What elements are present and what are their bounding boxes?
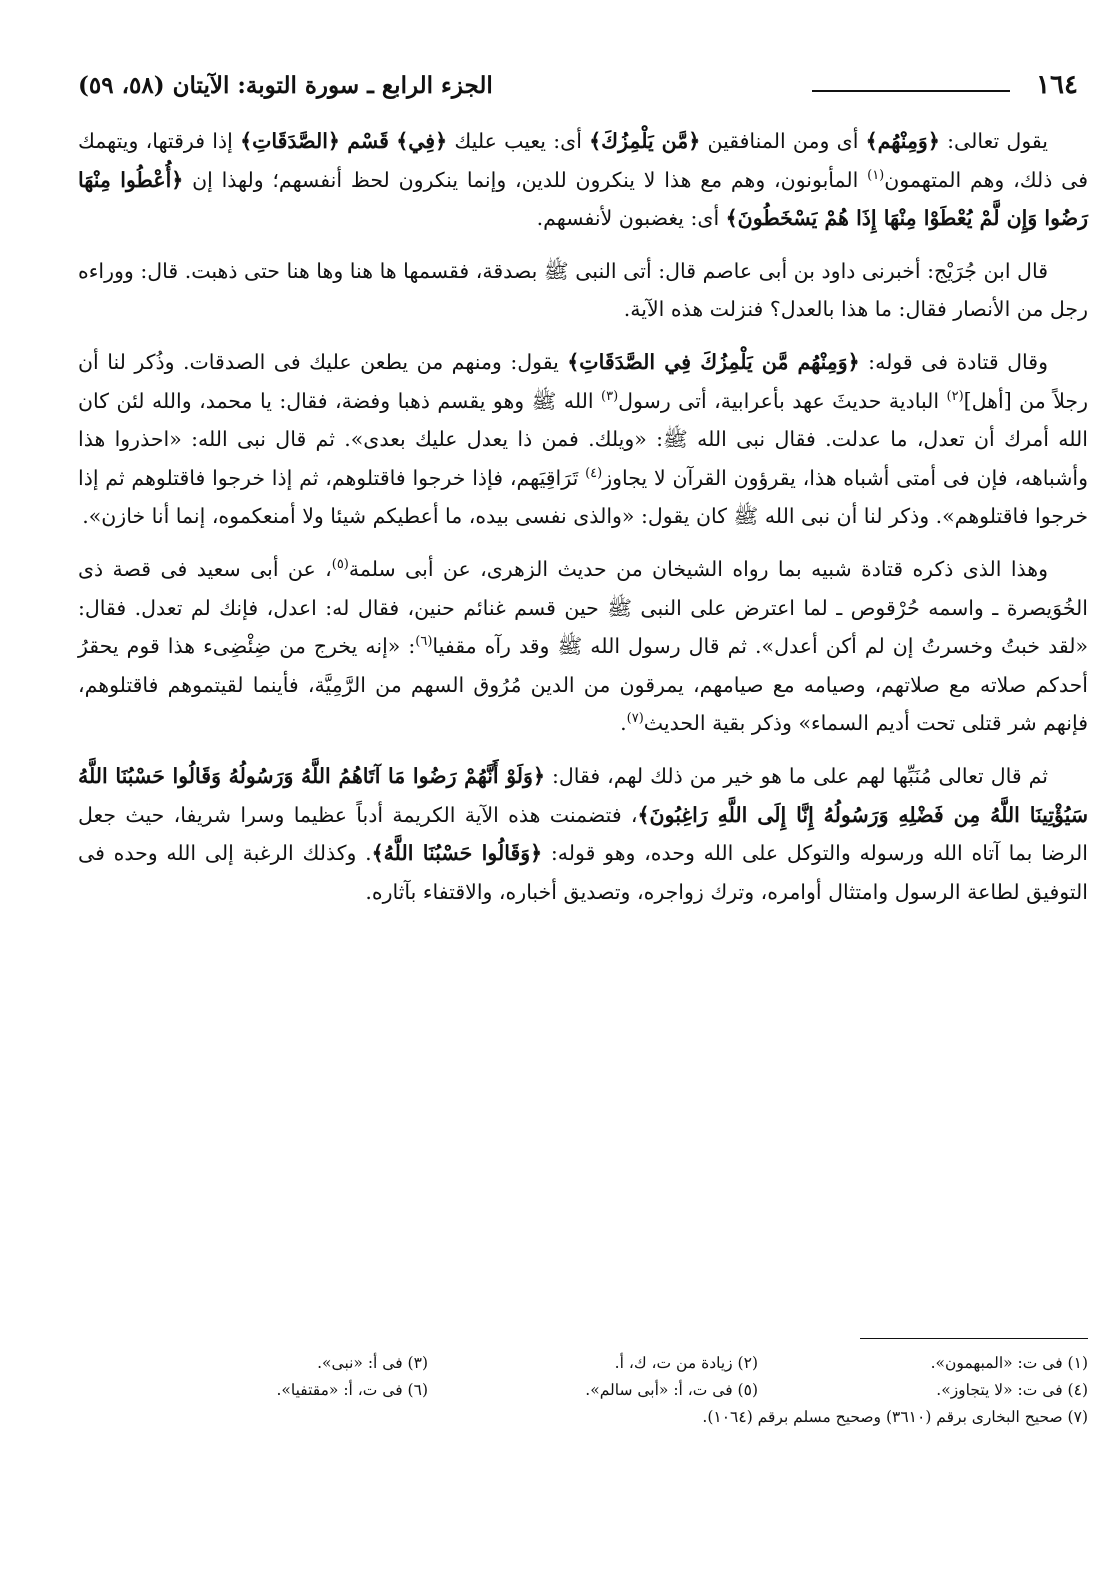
paragraph <box>78 252 1088 329</box>
footnote: (٢) زيادة من ت، ك، أ. <box>614 1354 758 1372</box>
footnotes <box>78 1350 1088 1431</box>
text-run: المأبونون، وهم مع هذا لا ينكرون للدين، وإنما ينكرون لحظ أنفسهم؛ ولهذا إن <box>183 167 868 192</box>
text-run: الله ﷺ وهو يقسم ذهبا وفضة، فقال: يا محمد، والله لئن كان الله أمرك أن تعدل، ما عدلت. فقال نبى الله ﷺ: «ويلك. فمن ذا يعدل عليك بعدى». ثم قال نبى الله: «احذروا هذا وأشباهه، فإن فى أمتى أشباه هذا، يقرؤون القرآن لا يجاوز <box>78 388 1089 490</box>
text-run: وهذا الذى ذكره قتادة شبيه بما رواه الشيخان من حديث الزهرى، عن أبى سلمة <box>348 556 1049 581</box>
text-run: قال ابن جُرَيْج: أخبرنى داود بن أبى عاصم قال: أتى النبى ﷺ بصدقة، فقسمها ها هنا وها هنا حتى ذهبت. قال: ووراءه رجل من الأنصار فقال: ما هذا بالعدل؟ فنزلت هذه الآية. <box>78 258 1088 322</box>
quran-quote: ﴿الصَّدَقَاتِ﴾ <box>240 129 340 153</box>
quran-quote: ﴿وَمِنْهُم﴾ <box>865 129 940 153</box>
text-run: أى ومن المنافقين <box>700 129 866 153</box>
paragraph <box>78 343 1088 536</box>
text-run: : «إنه يخرج من ضِئْضِىء هذا قوم يحقرُ أحدكم صلاته مع صلاتهم، وصيامه مع صيامهم، يمرقون من الدين مُرُوق السهم من الرَّمِيَّة، فأينما لقيتموهم فاقتلوهم، فإنهم شر قتلى تحت أديم السماء» وذكر بقية الحديث <box>78 634 1088 736</box>
footnote-marker: (٥) <box>331 557 349 573</box>
footnote: (٤) فى ت: «لا يتجاوز». <box>936 1381 1088 1399</box>
quran-quote: ﴿أُعْطُوا مِنْهَا رَضُوا وَإِن لَّمْ يُعْطَوْا مِنْهَا إِذَا هُمْ يَسْخَطُونَ﴾ <box>78 167 1088 231</box>
quran-quote: قَسْم <box>347 129 389 153</box>
footnote: (٣) فى أ: «نبى». <box>317 1354 428 1372</box>
quran-quote: ﴿وَمِنْهُم مَّن يَلْمِزُكَ فِي الصَّدَقَاتِ﴾ <box>567 349 860 374</box>
header-rule <box>812 90 1010 92</box>
footnote: (٧) صحيح البخارى برقم (٣٦١٠) وصحيح مسلم برقم (١٠٦٤). <box>702 1408 1088 1426</box>
text-run: . وكذلك الرغبة إلى الله وحده فى التوفيق لطاعة الرسول وامتثال أوامره، وترك زواجره، وتصديق أخباره، والاقتفاء بآثاره. <box>78 841 1088 904</box>
footnote: (١) فى ت: «المبهمون». <box>930 1354 1088 1372</box>
footnote-marker: (٤) <box>585 465 603 481</box>
text-run: يقول: ومنهم من يطعن عليك فى الصدقات. وذُكر لنا أن رجلاً من [أهل] <box>78 349 1088 413</box>
text-run: . <box>620 711 627 736</box>
quran-quote: ﴿مَّن يَلْمِزُكَ﴾ <box>589 129 701 153</box>
quran-quote: ﴿وَلَوْ أَنَّهُمْ رَضُوا مَا آتَاهُمُ اللَّهُ وَرَسُولُهُ وَقَالُوا حَسْبُنَا اللَّهُ سَيُؤْتِينَا اللَّهُ مِن فَضْلِهِ وَرَسُولُهُ إِنَّا إِلَى اللَّهِ رَاغِبُونَ﴾ <box>78 763 1089 827</box>
text-run: إذا فرقتها، ويتهمك فى ذلك، وهم المتهمون <box>78 129 1089 192</box>
paragraph <box>78 757 1088 911</box>
quran-quote: ﴿فِي﴾ <box>396 129 448 153</box>
footnote-marker: (٦) <box>415 634 433 650</box>
quran-quote: ﴿وَقَالُوا حَسْبُنَا اللَّهُ﴾ <box>371 841 543 866</box>
text-run: ، فتضمنت هذه الآية الكريمة أدباً عظيما وسرا شريفا، حيث جعل الرضا بما آتاه الله ورسوله والتوكل على الله وحده، وهو قوله: <box>78 802 1089 866</box>
footnote: (٦) فى ت، أ: «مقتفيا». <box>276 1381 428 1399</box>
text-run: يقول تعالى: <box>939 129 1048 153</box>
footnote-marker: (٢) <box>946 388 964 404</box>
page-number: ١٦٤ <box>1036 70 1078 100</box>
text-run: وقال قتادة فى قوله: <box>859 349 1048 374</box>
text-run: البادية حديثَ عهد بأعرابية، أتى رسول <box>618 388 947 413</box>
text-run: ، عن أبى سعيد فى قصة ذى الخُوَيصرة ـ واسمه حُرْقوص ـ لما اعترض على النبى ﷺ حين قسم غنائم حنين، فقال له: اعدل، فإنك لم تعدل. فقال: «لقد خبتُ وخسرتُ إن لم أكن أعدل». ثم قال رسول الله ﷺ وقد رآه مقفيا <box>78 556 1089 659</box>
footnote-marker: (٣) <box>601 388 619 404</box>
paragraph <box>78 550 1088 743</box>
text-run: تَرَاقِيَهم، فإذا خرجوا فاقتلوهم، ثم إذا خرجوا فاقتلوهم ثم إذا خرجوا فاقتلوهم». وذكر لنا أن نبى الله ﷺ كان يقول: «والذى نفسى بيده، ما أعطيكم شيئا ولا أمنعكموه، إنما أنا خازن». <box>78 465 1088 529</box>
text-run: أى: يغضبون لأنفسهم. <box>536 206 726 231</box>
page-header <box>78 70 1078 110</box>
running-title: الجزء الرابع ـ سورة التوبة: الآيتان (٥٨، ٥٩) <box>78 72 493 99</box>
text-run: ثم قال تعالى مُنَبِّها لهم على ما هو خير من ذلك لهم، فقال: <box>544 763 1049 788</box>
text-run: أى: يعيب عليك <box>447 129 590 153</box>
main-text <box>78 122 1088 925</box>
paragraph <box>78 122 1088 238</box>
footnote-marker: (٧) <box>626 711 644 727</box>
footnote-marker: (١) <box>867 167 885 183</box>
footnote: (٥) فى ت، أ: «أبى سالم». <box>585 1381 758 1399</box>
